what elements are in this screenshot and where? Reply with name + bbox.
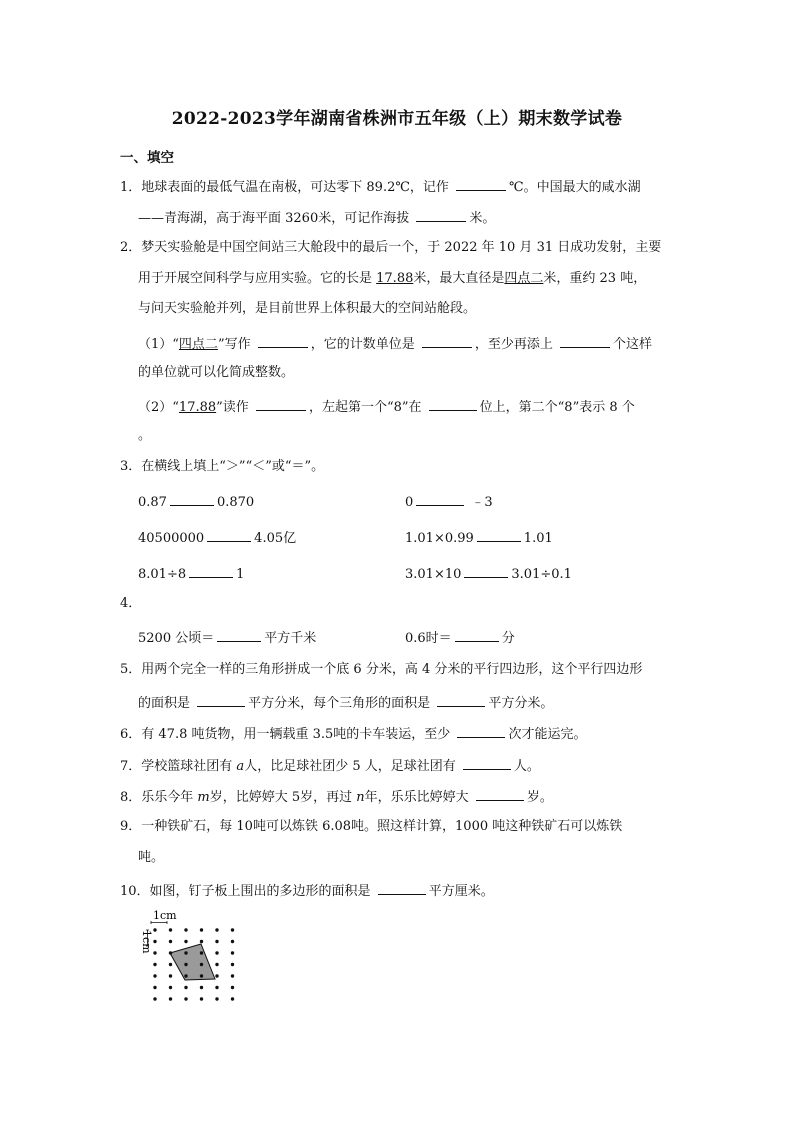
- peg-dot: [231, 940, 234, 943]
- answer-blank[interactable]: [217, 627, 261, 642]
- peg-dot: [231, 951, 234, 954]
- peg-dot: [231, 986, 234, 989]
- answer-blank[interactable]: [189, 563, 233, 578]
- answer-blank[interactable]: [258, 333, 308, 348]
- peg-dot: [169, 986, 172, 989]
- peg-dot: [215, 963, 218, 966]
- question-1: 1．地球表面的最低气温在南极，可达零下 89.2℃，记作 ℃。中国最大的咸水湖: [120, 176, 641, 197]
- peg-dot: [215, 928, 218, 931]
- section-heading: 一、填空: [120, 150, 174, 166]
- compare-2: 0 ﹣3: [405, 491, 493, 512]
- question-2-sub1-cont: 的单位就可以化简成整数。: [138, 365, 295, 380]
- peg-dot: [169, 940, 172, 943]
- peg-dot: [169, 928, 172, 931]
- peg-dot: [153, 986, 156, 989]
- peg-dot: [200, 963, 203, 966]
- peg-dot: [184, 963, 187, 966]
- question-5: 5．用两个完全一样的三角形拼成一个底 6 分米，高 4 分米的平行四边形，这个平行四边形: [120, 662, 643, 677]
- peg-dot: [169, 974, 172, 977]
- answer-blank[interactable]: [416, 491, 464, 506]
- answer-blank[interactable]: [457, 723, 505, 738]
- question-2-sub2-cont: 。: [138, 428, 152, 443]
- answer-blank[interactable]: [463, 755, 511, 770]
- peg-dot: [184, 951, 187, 954]
- scale-label-top: 1cm: [153, 909, 177, 922]
- peg-dot: [215, 951, 218, 954]
- answer-blank[interactable]: [256, 396, 306, 411]
- peg-dot: [153, 963, 156, 966]
- answer-blank[interactable]: [464, 563, 508, 578]
- peg-dot: [215, 940, 218, 943]
- question-7: 7．学校篮球社团有 a人，比足球社团少 5 人，足球社团有 人。: [120, 755, 540, 776]
- peg-dot: [200, 974, 203, 977]
- peg-dot: [169, 951, 172, 954]
- scale-label-side: 1cm: [140, 930, 153, 954]
- peg-dot: [215, 986, 218, 989]
- peg-dot: [153, 997, 156, 1000]
- answer-blank[interactable]: [197, 692, 245, 707]
- question-2-line2: 用于开展空间科学与应用实验。它的长是 17.88米，最大直径是四点二米，重约 23 吨，: [138, 271, 647, 286]
- answer-blank[interactable]: [429, 396, 477, 411]
- peg-dot: [184, 997, 187, 1000]
- peg-dot: [153, 940, 156, 943]
- answer-blank[interactable]: [477, 527, 521, 542]
- conversion-2: 0.6时＝ 分: [405, 627, 515, 648]
- peg-dot: [215, 974, 218, 977]
- peg-dot: [153, 951, 156, 954]
- compare-6: 3.01×10 3.01÷0.1: [405, 563, 572, 584]
- question-10: 10．如图，钉子板上围出的多边形的面积是 平方厘米。: [120, 880, 494, 901]
- question-2-sub2: （2）“17.88”读作 ，左起第一个“8”在 位上，第二个“8”表示 8 个: [138, 396, 635, 417]
- peg-dot: [231, 928, 234, 931]
- answer-blank[interactable]: [170, 491, 214, 506]
- peg-dot: [231, 974, 234, 977]
- peg-dot: [200, 997, 203, 1000]
- peg-dot: [153, 928, 156, 931]
- question-9-cont: 吨。: [138, 850, 165, 865]
- question-1-cont: ——青海湖，高于海平面 3260米，可记作海拔 米。: [138, 207, 495, 228]
- compare-5: 8.01÷8 1: [138, 563, 244, 584]
- peg-dot: [184, 928, 187, 931]
- pegboard-figure: [137, 907, 237, 1002]
- answer-blank[interactable]: [455, 627, 499, 642]
- answer-blank[interactable]: [476, 786, 524, 801]
- question-4: 4．: [120, 596, 142, 611]
- peg-dot: [169, 963, 172, 966]
- answer-blank[interactable]: [456, 176, 506, 191]
- page-title: 2022-2023学年湖南省株洲市五年级（上）期末数学试卷: [171, 109, 623, 129]
- question-5-cont: 的面积是 平方分米，每个三角形的面积是 平方分米。: [138, 692, 553, 713]
- peg-dot: [153, 974, 156, 977]
- peg-dot: [169, 997, 172, 1000]
- peg-dot: [200, 951, 203, 954]
- peg-dot: [184, 940, 187, 943]
- scale-label-side-group: [140, 930, 153, 954]
- question-9: 9．一种铁矿石，每 10吨可以炼铁 6.08吨。照这样计算，1000 吨这种铁矿石可以炼铁: [120, 819, 623, 834]
- compare-3: 40500000 4.05亿: [138, 527, 296, 548]
- shaded-polygon: [170, 944, 215, 980]
- answer-blank[interactable]: [422, 333, 472, 348]
- answer-blank[interactable]: [437, 692, 485, 707]
- compare-1: 0.87 0.870: [138, 491, 254, 512]
- peg-dot: [200, 928, 203, 931]
- peg-dot: [231, 997, 234, 1000]
- answer-blank[interactable]: [416, 207, 466, 222]
- peg-dot: [200, 940, 203, 943]
- answer-blank[interactable]: [207, 527, 251, 542]
- question-2: 2．梦天实验舱是中国空间站三大舱段中的最后一个，于 2022 年 10 月 31 日成功发射，主要: [120, 240, 662, 255]
- peg-dot: [184, 986, 187, 989]
- peg-dot: [184, 974, 187, 977]
- peg-dot: [215, 997, 218, 1000]
- question-2-line3: 与问天实验舱并列，是目前世界上体积最大的空间站舱段。: [138, 301, 477, 316]
- answer-blank[interactable]: [560, 333, 610, 348]
- peg-dot: [231, 963, 234, 966]
- answer-blank[interactable]: [378, 880, 426, 895]
- compare-4: 1.01×0.99 1.01: [405, 527, 553, 548]
- conversion-1: 5200 公顷＝ 平方千米: [138, 627, 316, 648]
- question-2-sub1: （1）“四点二”写作 ，它的计数单位是 ，至少再添上 个这样: [138, 333, 652, 354]
- question-6: 6．有 47.8 吨货物，用一辆载重 3.5吨的卡车装运，至少 次才能运完。: [120, 723, 586, 744]
- question-8: 8．乐乐今年 m岁，比婷婷大 5岁，再过 n年，乐乐比婷婷大 岁。: [120, 786, 553, 807]
- question-3: 3．在横线上填上“＞”“＜”或“＝”。: [120, 459, 325, 474]
- peg-dot: [200, 986, 203, 989]
